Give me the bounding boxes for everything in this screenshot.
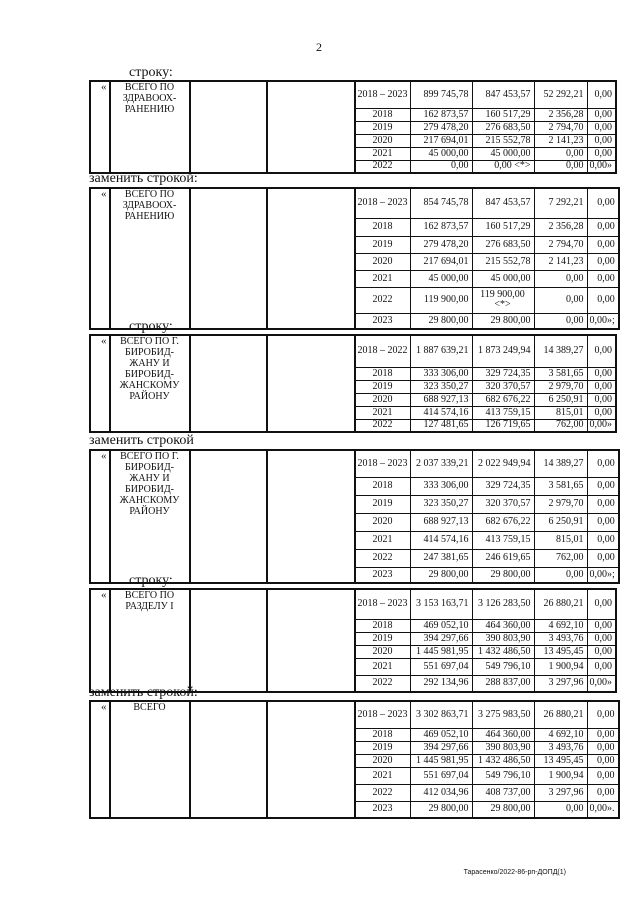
value-total: 394 297,66 [410,632,472,645]
value-total: 3 153 163,71 [410,589,472,619]
value-federal: 2 022 949,94 [472,450,534,477]
value-other: 0,00 [587,495,619,513]
caption-replace-row-health: строку: [129,65,173,80]
value-total: 854 745,78 [410,188,472,218]
value-regional: 1 900,94 [534,658,587,675]
value-total: 127 481,65 [410,419,472,432]
year-cell: 2022 [355,675,411,692]
value-federal: 390 803,90 [472,741,534,754]
year-cell: 2018 [355,619,411,632]
value-other: 0,00 [587,253,619,270]
value-regional: 0,00 [534,160,587,173]
value-total: 29 800,00 [410,801,472,818]
year-cell: 2021 [355,767,411,784]
value-federal: 390 803,90 [472,632,534,645]
value-federal: 0,00 <*> [472,160,534,173]
value-other: 0,00 [587,108,616,121]
section-name: ВСЕГО [110,701,190,818]
value-other: 0,00 [587,728,619,741]
value-total: 394 297,66 [410,741,472,754]
value-regional: 26 880,21 [534,589,587,619]
value-total: 247 381,65 [410,549,472,567]
year-cell: 2018 [355,218,411,236]
section-name: ВСЕГО ПО Г. БИРОБИД-ЖАНУ И БИРОБИД-ЖАНСКОМУ РАЙОНУ [110,450,190,583]
document-footer: Тарасенко/2022-86-рп-ДОПД(1) [463,869,566,876]
value-federal: 549 796,10 [472,658,534,675]
value-regional: 2 356,28 [534,108,587,121]
year-cell: 2022 [355,419,411,432]
year-cell: 2020 [355,754,411,767]
value-federal: 246 619,65 [472,549,534,567]
value-other: 0,00 [587,701,619,728]
value-federal: 329 724,35 [472,367,534,380]
opening-quote: « [90,450,110,583]
value-other: 0,00 [587,589,616,619]
value-other: 0,00 [587,393,616,406]
value-federal: 45 000,00 [472,147,534,160]
value-other: 0,00 [587,287,619,313]
empty-cell [190,188,267,329]
value-regional: 815,01 [534,406,587,419]
value-other: 0,00 [587,513,619,531]
value-other: 0,00 [587,335,616,367]
value-regional: 3 493,76 [534,741,587,754]
value-federal: 329 724,35 [472,477,534,495]
value-total: 292 134,96 [410,675,472,692]
caption-replace-with-total: заменить строкой: [89,685,198,700]
value-other: 0,00 [587,236,619,253]
caption-replace-with-health: заменить строкой: [89,171,198,186]
year-cell: 2018 – 2023 [355,81,411,108]
value-other: 0,00 [587,367,616,380]
value-regional: 3 297,96 [534,784,587,801]
value-federal: 1 873 249,94 [472,335,534,367]
value-federal: 413 759,15 [472,406,534,419]
value-federal: 549 796,10 [472,767,534,784]
value-other: 0,00» [587,160,616,173]
year-cell: 2019 [355,380,411,393]
year-cell: 2019 [355,632,411,645]
value-total: 333 306,00 [410,477,472,495]
value-regional: 2 141,23 [534,134,587,147]
value-other: 0,00». [587,801,619,818]
value-total: 279 478,20 [410,236,472,253]
value-total: 899 745,78 [410,81,472,108]
section-name: ВСЕГО ПО ЗДРАВООХ-РАНЕНИЮ [110,81,190,173]
value-total: 551 697,04 [410,658,472,675]
value-regional: 0,00 [534,567,587,583]
value-total: 323 350,27 [410,380,472,393]
value-total: 1 887 639,21 [410,335,472,367]
table-total-new [89,700,620,819]
value-total: 217 694,01 [410,134,472,147]
value-regional: 0,00 [534,801,587,818]
value-regional: 3 581,65 [534,367,587,380]
value-regional: 13 495,45 [534,754,587,767]
value-total: 469 052,10 [410,728,472,741]
value-federal: 408 737,00 [472,784,534,801]
value-other: 0,00 [587,406,616,419]
value-total: 469 052,10 [410,619,472,632]
value-federal: 413 759,15 [472,531,534,549]
table-birobidzhan-new [89,449,620,584]
value-other: 0,00 [587,134,616,147]
empty-cell [190,335,267,432]
value-regional: 0,00 [534,313,587,329]
year-cell: 2019 [355,741,411,754]
table-birobidzhan-old [89,334,617,433]
empty-cell [190,701,267,818]
year-cell: 2019 [355,495,411,513]
value-total: 0,00 [410,160,472,173]
year-cell: 2023 [355,313,411,329]
year-cell: 2018 [355,728,411,741]
value-regional: 6 250,91 [534,393,587,406]
value-federal: 29 800,00 [472,567,534,583]
year-cell: 2020 [355,513,411,531]
value-federal: 464 360,00 [472,619,534,632]
value-other: 0,00 [587,477,619,495]
value-federal: 276 683,50 [472,236,534,253]
value-total: 412 034,96 [410,784,472,801]
year-cell: 2019 [355,121,411,134]
table-health-new [89,187,620,330]
year-cell: 2021 [355,147,411,160]
value-federal: 320 370,57 [472,495,534,513]
value-federal: 126 719,65 [472,419,534,432]
value-regional: 0,00 [534,147,587,160]
value-other: 0,00 [587,270,619,287]
year-cell: 2020 [355,253,411,270]
year-cell: 2018 [355,477,411,495]
value-federal: 288 837,00 [472,675,534,692]
value-regional: 6 250,91 [534,513,587,531]
value-other: 0,00 [587,549,619,567]
value-other: 0,00 [587,188,619,218]
value-federal: 29 800,00 [472,801,534,818]
value-total: 1 445 981,95 [410,754,472,767]
year-cell: 2022 [355,784,411,801]
value-other: 0,00 [587,147,616,160]
value-total: 279 478,20 [410,121,472,134]
year-cell: 2022 [355,160,411,173]
opening-quote: « [90,81,110,173]
empty-cell [267,589,355,692]
year-cell: 2022 [355,549,411,567]
value-federal: 3 126 283,50 [472,589,534,619]
year-cell: 2018 [355,108,411,121]
value-federal: 1 432 486,50 [472,754,534,767]
section-name: ВСЕГО ПО РАЗДЕЛУ I [110,589,190,692]
value-regional: 0,00 [534,287,587,313]
value-other: 0,00 [587,121,616,134]
value-regional: 4 692,10 [534,728,587,741]
value-total: 688 927,13 [410,513,472,531]
value-regional: 14 389,27 [534,335,587,367]
value-federal: 847 453,57 [472,188,534,218]
value-federal: 45 000,00 [472,270,534,287]
year-cell: 2020 [355,134,411,147]
value-federal: 29 800,00 [472,313,534,329]
value-total: 1 445 981,95 [410,645,472,658]
value-other: 0,00 [587,632,616,645]
opening-quote: « [90,589,110,692]
value-other: 0,00 [587,81,616,108]
value-regional: 3 493,76 [534,632,587,645]
value-federal: 320 370,57 [472,380,534,393]
value-other: 0,00 [587,450,619,477]
value-regional: 13 495,45 [534,645,587,658]
year-cell: 2020 [355,645,411,658]
table-health-old [89,80,617,174]
value-regional: 2 356,28 [534,218,587,236]
year-cell: 2018 [355,367,411,380]
value-regional: 1 900,94 [534,767,587,784]
value-total: 551 697,04 [410,767,472,784]
value-total: 414 574,16 [410,531,472,549]
value-other: 0,00 [587,619,616,632]
value-total: 119 900,00 [410,287,472,313]
value-federal: 682 676,22 [472,393,534,406]
empty-cell [190,450,267,583]
value-total: 29 800,00 [410,313,472,329]
value-regional: 14 389,27 [534,450,587,477]
value-total: 3 302 863,71 [410,701,472,728]
year-cell: 2018 – 2023 [355,701,411,728]
value-federal: 160 517,29 [472,218,534,236]
value-other: 0,00 [587,645,616,658]
empty-cell [267,81,355,173]
value-total: 333 306,00 [410,367,472,380]
year-cell: 2018 – 2023 [355,450,411,477]
value-regional: 2 979,70 [534,380,587,393]
value-total: 217 694,01 [410,253,472,270]
value-other: 0,00» [587,675,616,692]
value-regional: 2 979,70 [534,495,587,513]
value-total: 162 873,57 [410,218,472,236]
empty-cell [267,188,355,329]
value-regional: 52 292,21 [534,81,587,108]
value-other: 0,00 [587,741,619,754]
year-cell: 2021 [355,270,411,287]
section-name: ВСЕГО ПО Г. БИРОБИД-ЖАНУ И БИРОБИД-ЖАНСКОМУ РАЙОНУ [110,335,190,432]
value-other: 0,00 [587,218,619,236]
year-cell: 2022 [355,287,411,313]
value-total: 2 037 339,21 [410,450,472,477]
opening-quote: « [90,701,110,818]
table-section-1-old [89,588,617,693]
value-other: 0,00 [587,754,619,767]
value-federal: 682 676,22 [472,513,534,531]
value-total: 688 927,13 [410,393,472,406]
year-cell: 2018 – 2023 [355,188,411,218]
value-other: 0,00 [587,767,619,784]
value-other: 0,00 [587,658,616,675]
year-cell: 2021 [355,531,411,549]
value-federal: 464 360,00 [472,728,534,741]
empty-cell [190,81,267,173]
value-regional: 26 880,21 [534,701,587,728]
value-regional: 0,00 [534,270,587,287]
value-total: 45 000,00 [410,270,472,287]
value-federal: 215 552,78 [472,253,534,270]
value-federal: 119 900,00 <*> [472,287,534,313]
value-other: 0,00»; [587,567,619,583]
value-other: 0,00»; [587,313,619,329]
value-federal: 276 683,50 [472,121,534,134]
empty-cell [267,701,355,818]
value-regional: 4 692,10 [534,619,587,632]
value-total: 323 350,27 [410,495,472,513]
value-total: 414 574,16 [410,406,472,419]
year-cell: 2018 – 2023 [355,589,411,619]
empty-cell [267,335,355,432]
value-other: 0,00 [587,380,616,393]
value-other: 0,00» [587,419,616,432]
caption-replace-row-section-1: строку: [129,573,173,588]
value-other: 0,00 [587,784,619,801]
value-regional: 2 141,23 [534,253,587,270]
year-cell: 2019 [355,236,411,253]
opening-quote: « [90,188,110,329]
value-federal: 1 432 486,50 [472,645,534,658]
value-regional: 762,00 [534,549,587,567]
year-cell: 2021 [355,658,411,675]
year-cell: 2023 [355,567,411,583]
value-other: 0,00 [587,531,619,549]
empty-cell [267,450,355,583]
value-regional: 3 581,65 [534,477,587,495]
value-federal: 3 275 983,50 [472,701,534,728]
value-regional: 815,01 [534,531,587,549]
year-cell: 2023 [355,801,411,818]
year-cell: 2018 – 2022 [355,335,411,367]
value-regional: 2 794,70 [534,236,587,253]
value-regional: 2 794,70 [534,121,587,134]
value-total: 45 000,00 [410,147,472,160]
section-name: ВСЕГО ПО ЗДРАВООХ-РАНЕНИЮ [110,188,190,329]
value-regional: 762,00 [534,419,587,432]
value-total: 162 873,57 [410,108,472,121]
value-federal: 160 517,29 [472,108,534,121]
opening-quote: « [90,335,110,432]
year-cell: 2020 [355,393,411,406]
value-total: 29 800,00 [410,567,472,583]
page-number: 2 [316,40,322,54]
caption-replace-row-birobidzhan: строку: [129,319,173,334]
value-federal: 847 453,57 [472,81,534,108]
value-regional: 3 297,96 [534,675,587,692]
empty-cell [190,589,267,692]
caption-replace-with-birobidzhan: заменить строкой [89,433,194,448]
value-regional: 7 292,21 [534,188,587,218]
year-cell: 2021 [355,406,411,419]
value-federal: 215 552,78 [472,134,534,147]
